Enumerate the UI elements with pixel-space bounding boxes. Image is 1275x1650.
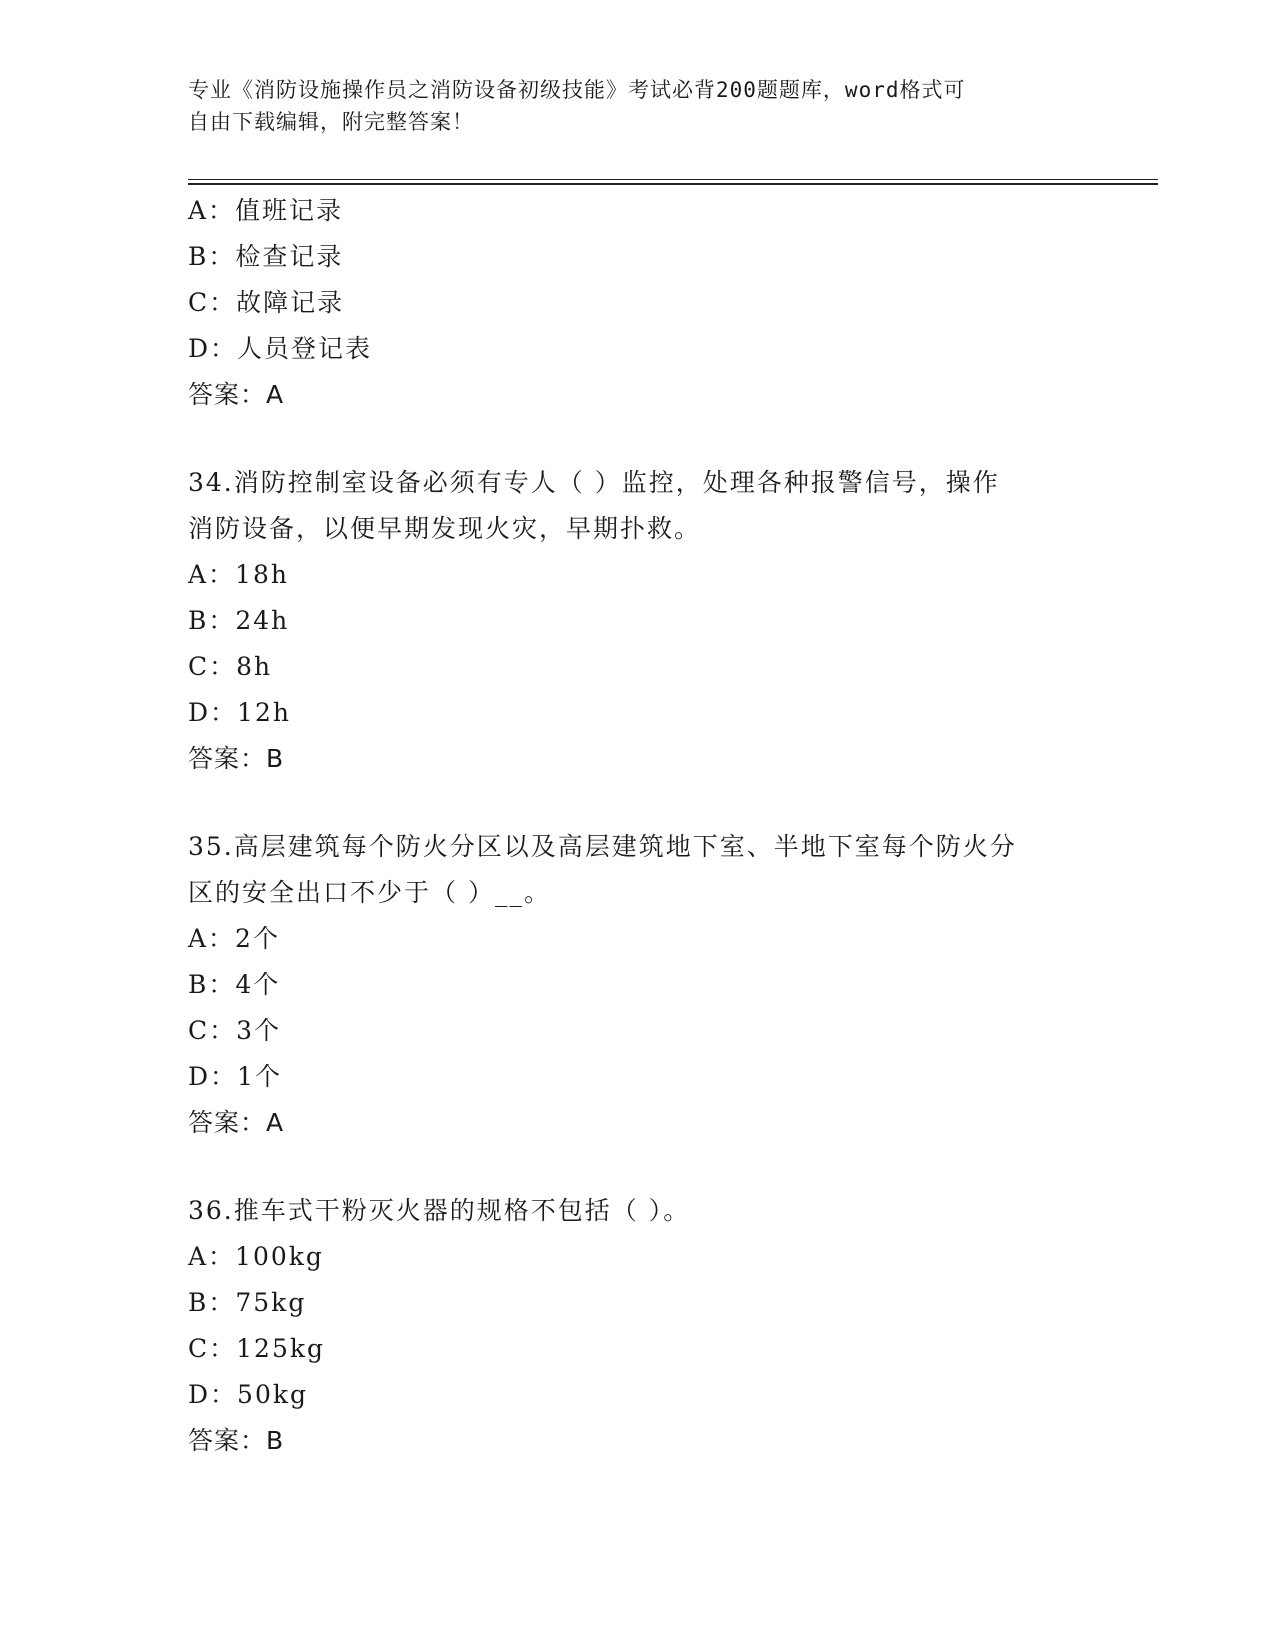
question-34 — [188, 460, 1088, 782]
question-text — [188, 460, 1083, 552]
option-a: A：18h — [188, 560, 289, 589]
answer-line: 答案：B — [188, 744, 285, 773]
question-list — [188, 188, 1088, 1464]
question-text-line-1: 34.消防控制室设备必须有专人（ ）监控，处理各种报警信号，操作 — [188, 468, 1000, 497]
option-a: A：2个 — [188, 924, 280, 953]
question-text-line-2: 消防设备，以便早期发现火灾，早期扑救。 — [188, 514, 702, 543]
question-text — [188, 824, 1083, 916]
option-d: D：1个 — [188, 1062, 282, 1091]
option-c: C：3个 — [188, 1016, 282, 1045]
header-line-2: 自由下载编辑，附完整答案！ — [188, 110, 474, 134]
answer-line: 答案：A — [188, 1108, 285, 1137]
question-33 — [188, 188, 1088, 418]
document-header — [188, 74, 1068, 138]
option-b: B：75kg — [188, 1288, 307, 1317]
option-b: B：24h — [188, 606, 290, 635]
question-35 — [188, 824, 1088, 1146]
header-divider-thick — [188, 183, 1158, 185]
option-a: A：值班记录 — [188, 196, 344, 225]
header-line-1: 专业《消防设施操作员之消防设备初级技能》考试必背200题题库，word格式可 — [188, 78, 966, 102]
option-c: C：8h — [188, 652, 273, 681]
answer-line: 答案：A — [188, 380, 285, 409]
option-c: C：故障记录 — [188, 288, 345, 317]
question-text-line-1: 35.高层建筑每个防火分区以及高层建筑地下室、半地下室每个防火分 — [188, 832, 1017, 861]
header-divider-thin — [188, 179, 1158, 180]
option-d: D：12h — [188, 698, 291, 727]
option-d: D：50kg — [188, 1380, 309, 1409]
option-c: C：125kg — [188, 1334, 325, 1363]
answer-line: 答案：B — [188, 1426, 285, 1455]
option-d: D：人员登记表 — [188, 334, 373, 363]
option-b: B：4个 — [188, 970, 281, 999]
question-text — [188, 1188, 1083, 1234]
question-36 — [188, 1188, 1088, 1464]
option-b: B：检查记录 — [188, 242, 344, 271]
question-text-line-1: 36.推车式干粉灭火器的规格不包括（ ）。 — [188, 1196, 691, 1225]
question-text-line-2: 区的安全出口不少于（ ）__。 — [188, 878, 551, 907]
option-a: A：100kg — [188, 1242, 324, 1271]
